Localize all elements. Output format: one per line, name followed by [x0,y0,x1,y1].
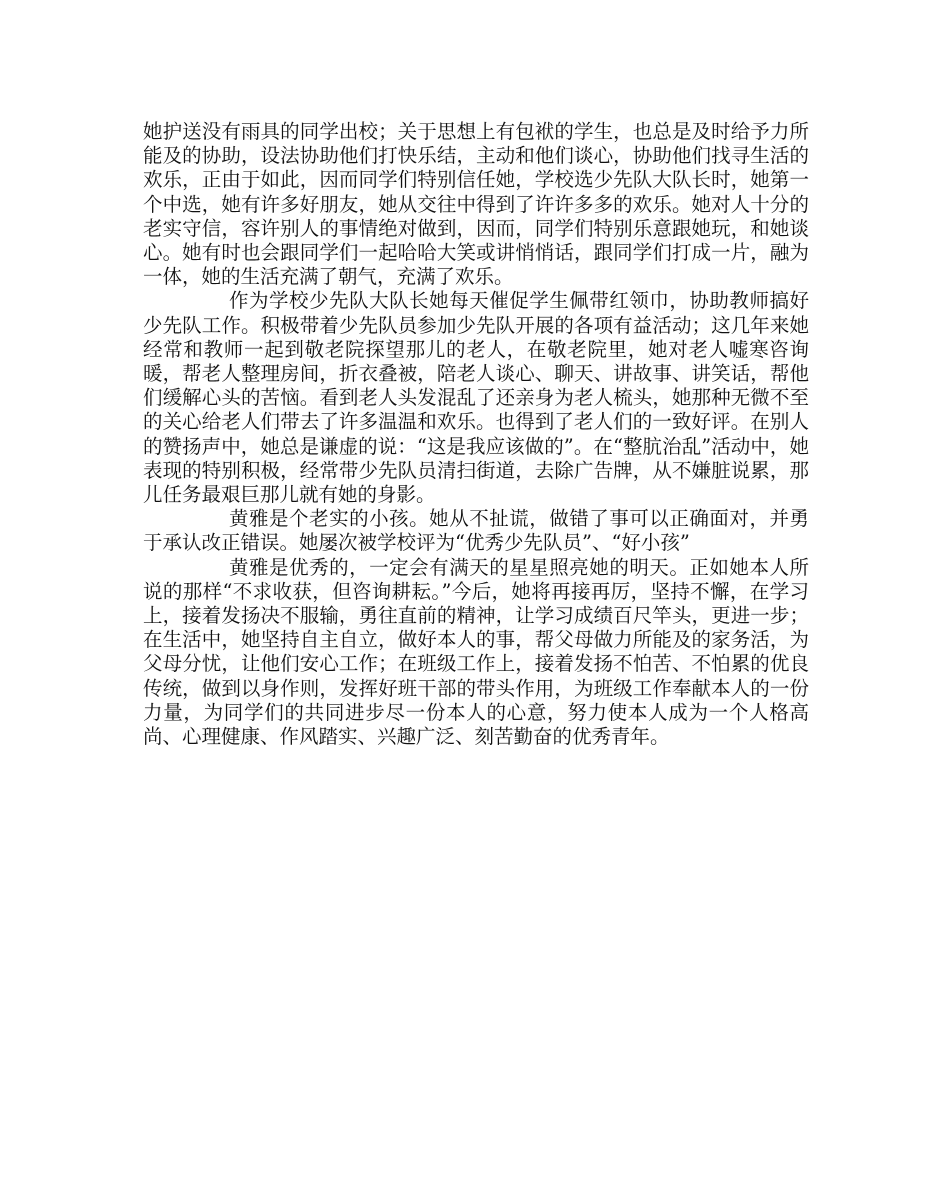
document-body [143,120,809,749]
paragraph-3: 黄雅是个老实的小孩。她从不扯谎，做错了事可以正确面对，并勇于承认改正错误。她屡次被学校评为“优秀少先队员”、“好小孩” [143,507,809,555]
paragraph-4: 黄雅是优秀的，一定会有满天的星星照亮她的明天。正如她本人所说的那样“不求收获，但咨询耕耘。”今后，她将再接再厉，坚持不懈，在学习上，接着发扬决不服输，勇往直前的精神，让学习成绩百尺竿头，更进一步；在生活中，她坚持自主自立，做好本人的事，帮父母做力所能及的家务活，为父母分忧，让他们安心工作；在班级工作上，接着发扬不怕苦、不怕累的优良传统，做到以身作则，发挥好班干部的带头作用，为班级工作奉献本人的一份力量，为同学们的共同进步尽一份本人的心意，努力使本人成为一个人格高尚、心理健康、作风踏实、兴趣广泛、刻苦勤奋的优秀青年。 [143,555,809,749]
paragraph-2: 作为学校少先队大队长她每天催促学生佩带红领巾，协助教师搞好少先队工作。积极带着少先队员参加少先队开展的各项有益活动；这几年来她经常和教师一起到敬老院探望那儿的老人，在敬老院里，她对老人嘘寒咨询暖，帮老人整理房间，折衣叠被，陪老人谈心、聊天、讲故事、讲笑话，帮他们缓解心头的苦恼。看到老人头发混乱了还亲身为老人梳头，她那种无微不至的关心给老人们带去了许多温温和欢乐。也得到了老人们的一致好评。在别人的赞扬声中，她总是谦虚的说：“这是我应该做的”。在“整肮治乱”活动中，她表现的特别积极，经常带少先队员清扫街道，去除广告牌，从不嫌脏说累，那儿任务最艰巨那儿就有她的身影。 [143,289,809,507]
paragraph-1: 她护送没有雨具的同学出校；关于思想上有包袱的学生，也总是及时给予力所能及的协助，设法协助他们打快乐结，主动和他们谈心，协助他们找寻生活的欢乐，正由于如此，因而同学们特别信任她，学校选少先队大队长时，她第一个中选，她有许多好朋友，她从交往中得到了许许多多的欢乐。她对人十分的老实守信，容许别人的事情绝对做到，因而，同学们特别乐意跟她玩，和她谈心。她有时也会跟同学们一起哈哈大笑或讲悄悄话，跟同学们打成一片，融为一体，她的生活充满了朝气，充满了欢乐。 [143,120,809,289]
